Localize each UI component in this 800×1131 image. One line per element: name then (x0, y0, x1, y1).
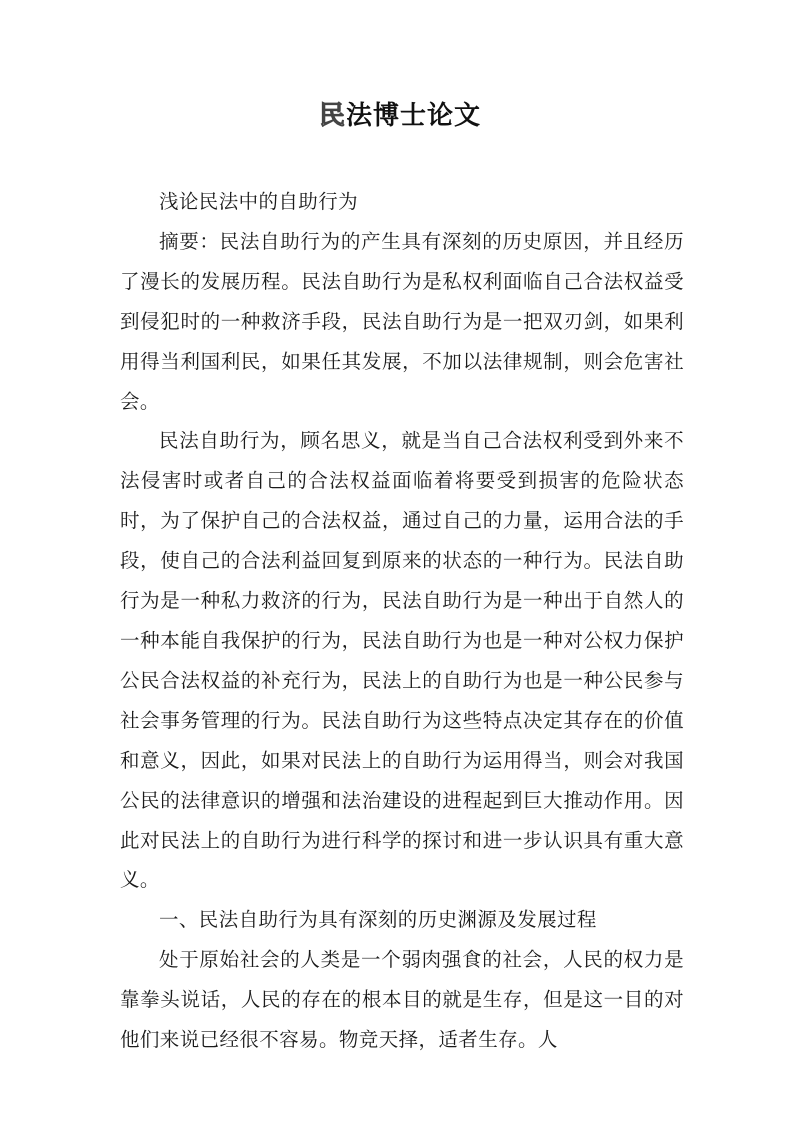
section-heading-1: 一、民法自助行为具有深刻的历史渊源及发展过程 (159, 908, 597, 932)
paragraph-history: 处于原始社会的人类是一个弱肉强食的社会，人民的权力是靠拳头说话，人民的存在的根本目的就是生存，但是这一目的对他们来说已经很不容易。物竞天择，适者生存。人 (120, 948, 684, 1052)
document-body (120, 182, 684, 1060)
paragraph-definition: 民法自助行为，顾名思义，就是当自己合法权利受到外来不法侵害时或者自己的合法权益面临着将要受到损害的危险状态时，为了保护自己的合法权益，通过自己的力量，运用合法的手段，使自己的合法利益回复到原来的状态的一种行为。民法自助行为是一种私力救济的行为，民法自助行为是一种出于自然人的一种本能自我保护的行为，民法自助行为也是一种对公权力保护公民合法权益的补充行为，民法上的自助行为也是一种公民参与社会事务管理的行为。民法自助行为这些特点决定其存在的价值和意义，因此，如果对民法上的自助行为运用得当，则会对我国公民的法律意识的增强和法治建设的进程起到巨大推动作用。因此对民法上的自助行为进行科学的探讨和进一步认识具有重大意义。 (120, 429, 684, 892)
title-remainder: 法博士论文 (346, 101, 482, 131)
paragraph-subtitle: 浅论民法中的自助行为 (159, 190, 359, 213)
document-title (0, 96, 800, 136)
paragraph-abstract: 摘要：民法自助行为的产生具有深刻的历史原因，并且经历了漫长的发展历程。民法自助行为是私权利面临自己合法权益受到侵犯时的一种救济手段，民法自助行为是一把双刃剑，如果利用得当利国利民，如果任其发展，不加以法律规制，则会危害社会。 (120, 229, 684, 413)
title-first-character: 民 (318, 101, 346, 131)
